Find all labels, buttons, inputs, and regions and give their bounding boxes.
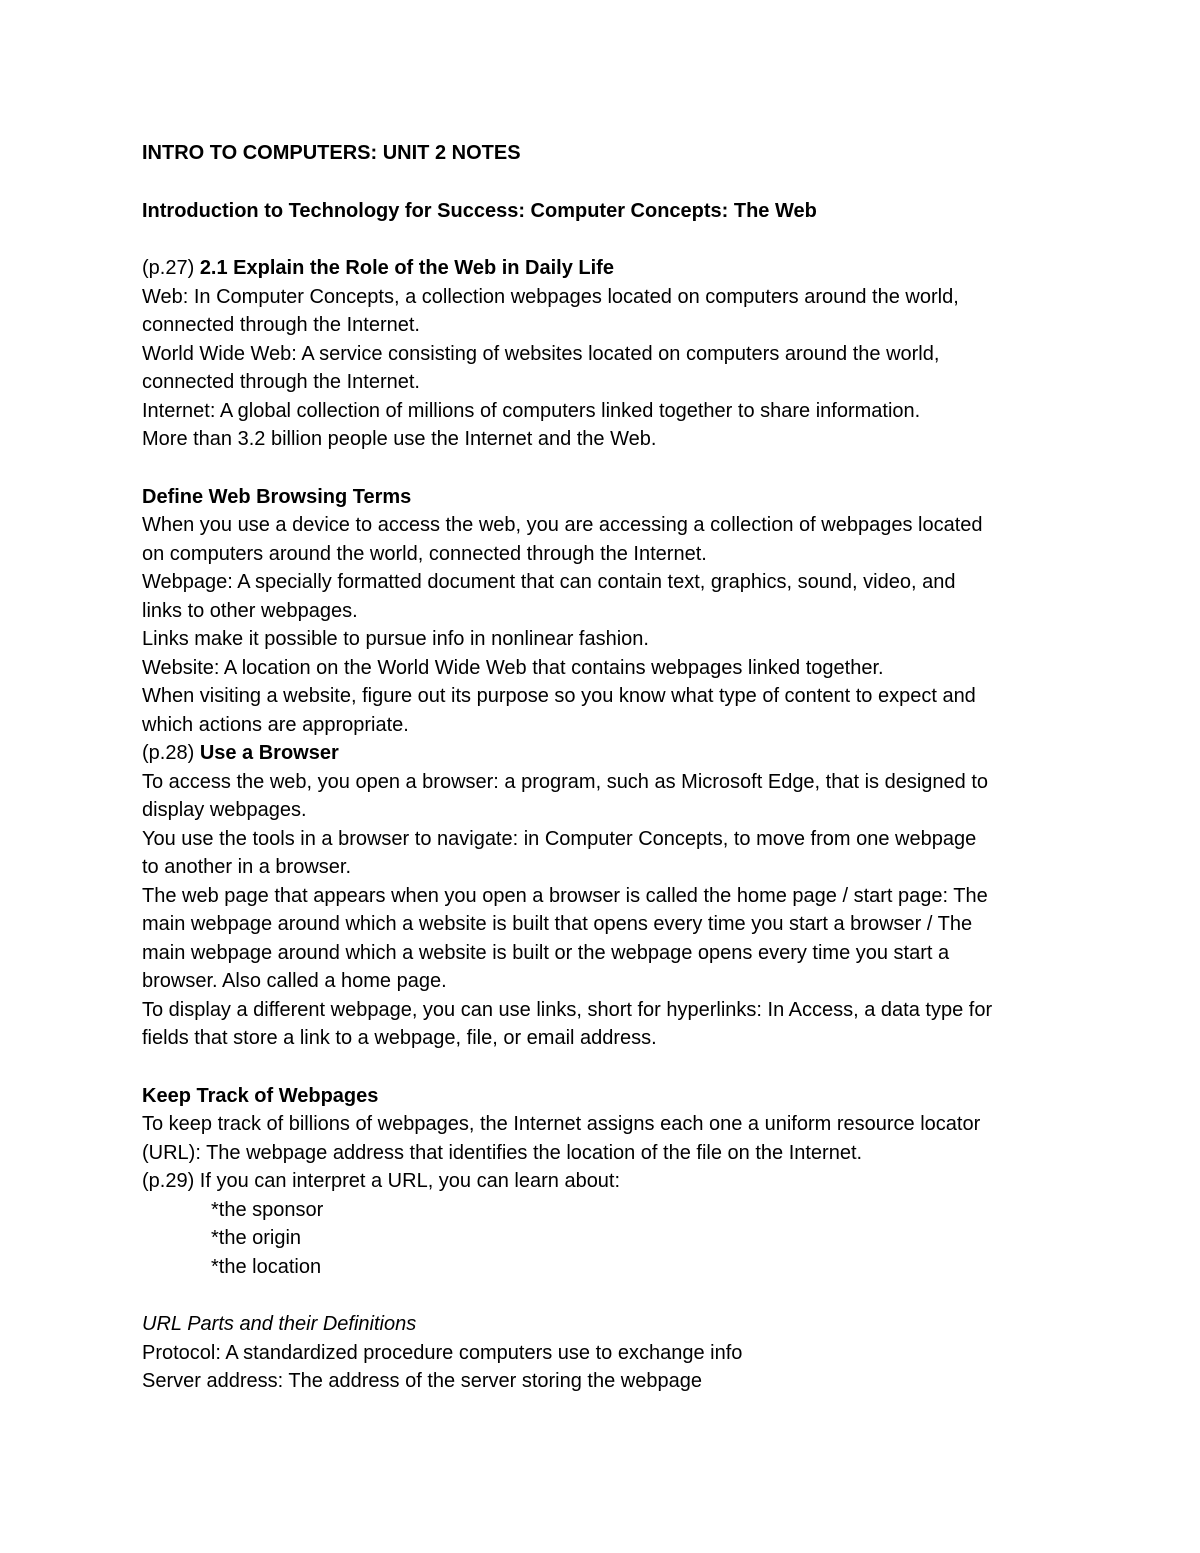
heading-text: Use a Browser: [199, 742, 339, 764]
text-line: connected through the Internet.: [142, 314, 420, 336]
document-subtitle: Introduction to Technology for Success: Computer Concepts: The Web: [142, 199, 817, 222]
blank-line: [142, 168, 1072, 197]
blank-line: [142, 454, 1072, 483]
text-line: (URL): The webpage address that identifies the location of the file on the Internet.: [142, 1141, 863, 1164]
text-line: You use the tools in a browser to navigate: in Computer Concepts, to move from one webpage: [142, 827, 977, 850]
text-line: Webpage: A specially formatted document that can contain text, graphics, sound, video, and: [142, 571, 956, 593]
text-line: World Wide Web: A service consisting of websites located on computers around the world,: [142, 342, 940, 365]
text-line: Links make it possible to pursue info in nonlinear fashion.: [142, 628, 649, 650]
text-line: When visiting a website, figure out its purpose so you know what type of content to expect and: [142, 685, 976, 707]
section-heading-url-parts: URL Parts and their Definitions: [142, 1313, 417, 1335]
text-line: Website: A location on the World Wide Web that contains webpages linked together.: [142, 656, 884, 679]
section-heading-keep-track: Keep Track of Webpages: [142, 1084, 379, 1107]
text-line: (p.29) If you can interpret a URL, you can learn about:: [142, 1170, 621, 1192]
heading-text: 2.1 Explain the Role of the Web in Daily Life: [199, 257, 614, 279]
text-line: on computers around the world, connected through the Internet.: [142, 542, 707, 565]
section-heading-web-browsing-terms: Define Web Browsing Terms: [142, 485, 412, 508]
text-line: main webpage around which a website is built that opens every time you start a browser / The: [142, 913, 973, 935]
text-line: To access the web, you open a browser: a program, such as Microsoft Edge, that is designed to: [142, 770, 989, 793]
page-reference: (p.27): [142, 257, 200, 279]
text-line: connected through the Internet.: [142, 371, 420, 393]
list-item: *the sponsor: [211, 1198, 324, 1221]
text-line: browser. Also called a home page.: [142, 970, 447, 992]
text-line: The web page that appears when you open a browser is called the home page / start page: The: [142, 884, 988, 907]
text-line: Web: In Computer Concepts, a collection webpages located on computers around the world,: [142, 285, 959, 308]
section-heading-role-of-web: [142, 254, 1072, 283]
document-title: INTRO TO COMPUTERS: UNIT 2 NOTES: [142, 142, 521, 164]
text-line: links to other webpages.: [142, 599, 358, 622]
text-line: fields that store a link to a webpage, file, or email address.: [142, 1027, 657, 1049]
text-line: display webpages.: [142, 799, 307, 821]
section-heading-use-a-browser: [142, 739, 1072, 768]
blank-line: [142, 1053, 1072, 1082]
text-line: To keep track of billions of webpages, the Internet assigns each one a uniform resource locator: [142, 1113, 981, 1135]
text-line: which actions are appropriate.: [142, 713, 409, 736]
page-reference: (p.28): [142, 742, 200, 764]
blank-line: [142, 1281, 1072, 1310]
text-line: main webpage around which a website is built or the webpage opens every time you start a: [142, 941, 950, 964]
text-line: Server address: The address of the server storing the webpage: [142, 1370, 702, 1392]
blank-line: [142, 225, 1072, 254]
text-line: To display a different webpage, you can use links, short for hyperlinks: In Access, a data type for: [142, 998, 993, 1021]
text-line: More than 3.2 billion people use the Internet and the Web.: [142, 428, 657, 450]
text-line: to another in a browser.: [142, 856, 352, 878]
text-line: When you use a device to access the web, you are accessing a collection of webpages located: [142, 514, 983, 536]
text-line: Internet: A global collection of millions of computers linked together to share information.: [142, 399, 921, 422]
list-item: *the location: [211, 1255, 322, 1278]
document-body: [142, 139, 1072, 1396]
list-item: *the origin: [211, 1227, 302, 1249]
text-line: Protocol: A standardized procedure computers use to exchange info: [142, 1341, 743, 1364]
